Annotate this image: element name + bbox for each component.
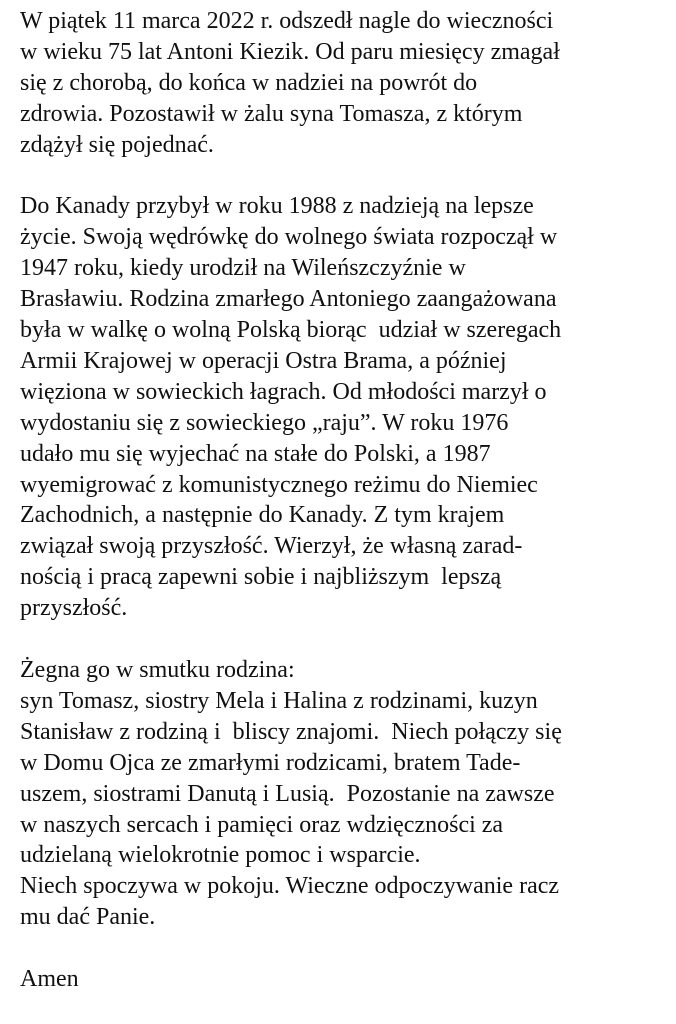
- paragraph-farewell: [20, 655, 670, 933]
- text-line: nością i pracą zapewni sobie i najbliższym lepszą: [20, 564, 502, 591]
- text-line: uszem, siostrami Danutą i Lusią. Pozostanie na zawsze: [20, 780, 555, 807]
- text-line: zdrowia. Pozostawił w żalu syna Tomasza, z którym: [20, 100, 523, 127]
- text-line: syn Tomasz, siostry Mela i Halina z rodzinami, kuzyn: [20, 687, 538, 714]
- text-line: Niech spoczywa w pokoju. Wieczne odpoczywanie racz: [20, 873, 560, 900]
- text-line: 1947 roku, kiedy urodził na Wileńszczyźnie w: [20, 255, 466, 282]
- text-line: wyemigrować z komunistycznego reżimu do Niemiec: [20, 471, 538, 498]
- text-line: Brasławiu. Rodzina zmarłego Antoniego zaangażowana: [20, 286, 557, 313]
- text-line: przyszłość.: [20, 595, 128, 622]
- paragraph-biography: [20, 191, 670, 624]
- closing-amen: Amen: [20, 966, 79, 993]
- text-line: Zachodnich, a następnie do Kanady. Z tym krajem: [20, 502, 505, 529]
- paragraph-gap: [20, 933, 670, 964]
- text-line: Do Kanady przybył w roku 1988 z nadzieją na lepsze: [20, 193, 534, 220]
- text-line: związał swoją przyszłość. Wierzył, że własną zarad-: [20, 533, 523, 560]
- text-line: Armii Krajowej w operacji Ostra Brama, a później: [20, 347, 507, 374]
- text-line: życie. Swoją wędrówkę do wolnego świata rozpoczął w: [20, 224, 558, 251]
- paragraph-closing: [20, 964, 670, 995]
- paragraph-gap: [20, 624, 670, 655]
- paragraph-gap: [20, 161, 670, 192]
- obituary-text: [20, 6, 670, 995]
- text-line: była w walkę o wolną Polską biorąc udział w szeregach: [20, 317, 562, 344]
- text-line: więziona w sowieckich łagrach. Od młodości marzył o: [20, 378, 547, 405]
- text-line: zdążył się pojednać.: [20, 131, 214, 158]
- text-line: udało mu się wyjechać na stałe do Polski, a 1987: [20, 440, 491, 467]
- text-line: wydostaniu się z sowieckiego „raju”. W roku 1976: [20, 409, 509, 436]
- text-line: w wieku 75 lat Antoni Kiezik. Od paru miesięcy zmagał: [20, 38, 560, 65]
- text-line: się z chorobą, do końca w nadziei na powrót do: [20, 69, 478, 96]
- text-line: Stanisław z rodziną i bliscy znajomi. Niech połączy się: [20, 718, 562, 745]
- text-line: w Domu Ojca ze zmarłymi rodzicami, bratem Tade-: [20, 749, 521, 776]
- text-line: mu dać Panie.: [20, 904, 156, 931]
- paragraph-announcement: [20, 6, 670, 161]
- text-line: w naszych sercach i pamięci oraz wdzięczności za: [20, 811, 504, 838]
- text-line: udzielaną wielokrotnie pomoc i wsparcie.: [20, 842, 421, 869]
- text-line: Żegna go w smutku rodzina:: [20, 657, 295, 683]
- text-line: W piątek 11 marca 2022 r. odszedł nagle do wieczności: [20, 8, 554, 34]
